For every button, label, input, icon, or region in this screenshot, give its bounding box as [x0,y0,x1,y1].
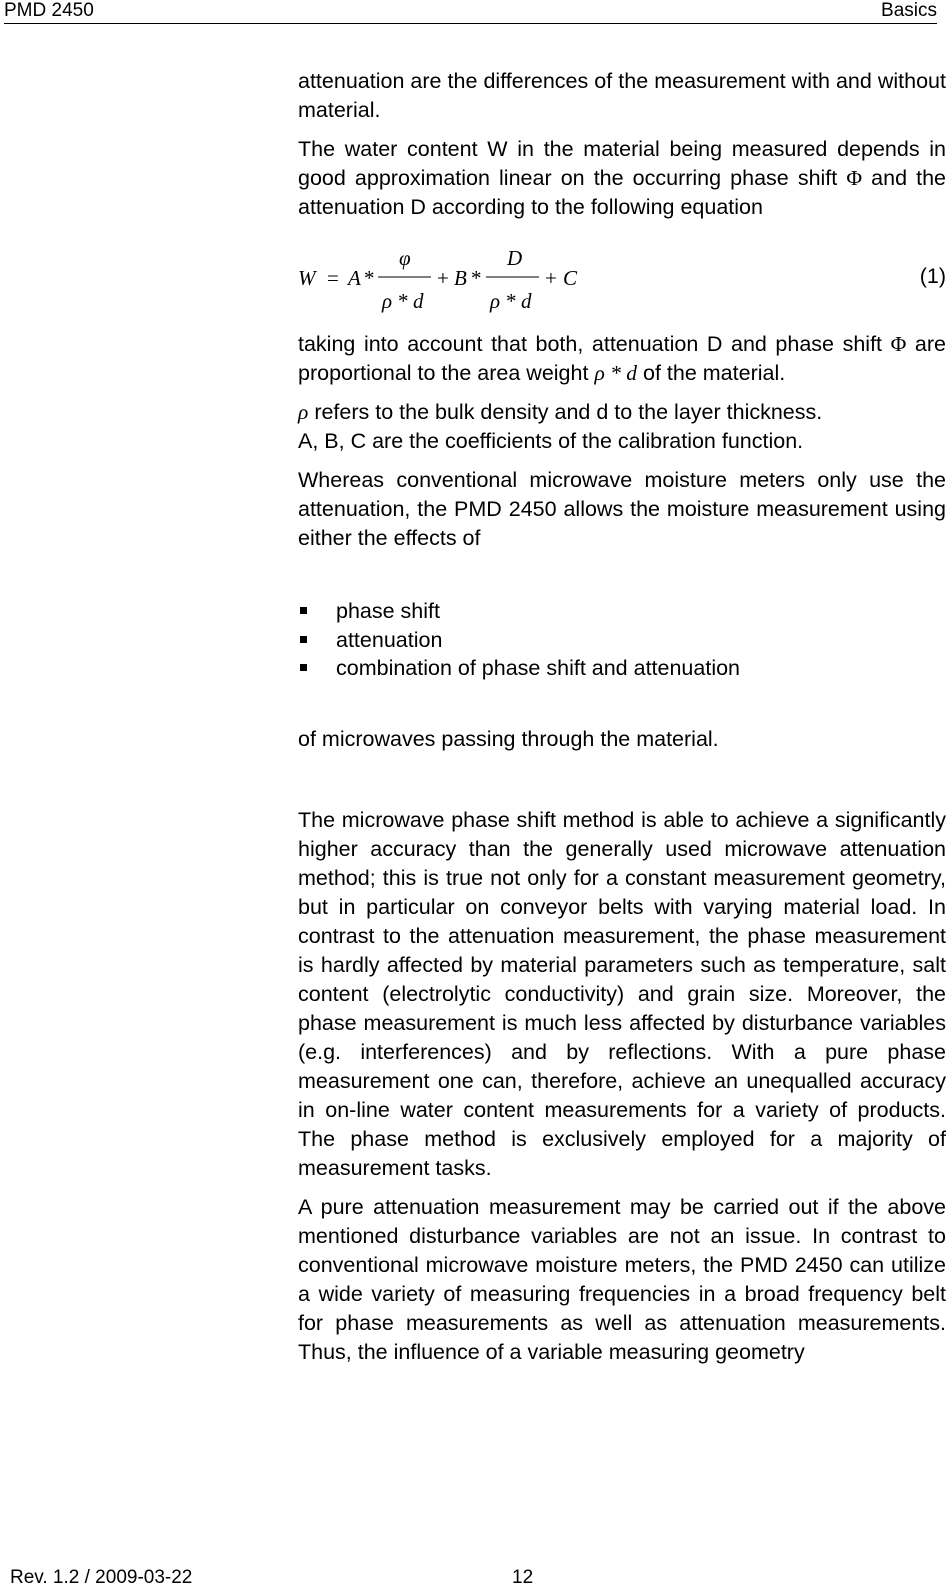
paragraph-attenuation-method: A pure attenuation measurement may be carried out if the above mentioned disturbance variables are not an issue. In contrast to conventional microwave moisture meters, the PMD 2450 can utilize a wide variety of measuring frequencies in a broad frequency belt for phase measurements as well as attenuation measurements. Thus, the influence of a variable measuring geometry [298,1194,946,1364]
eq-d-1: d [413,289,424,313]
bullet-square-icon [300,664,307,671]
effects-list [298,597,946,683]
equation-number: (1) [919,264,946,288]
paragraph-attenuation-def: attenuation are the differences of the measurement with and without material. [298,69,946,122]
eq-coef-b: B [454,266,467,290]
paragraph-density-text: refers to the bulk density and d to the layer thickness. [314,400,823,424]
page-body [298,67,946,1377]
area-weight-symbol: ρ * d [594,361,638,385]
phi-symbol: Φ [846,166,863,190]
paragraph-water-content-text-b: and the attenuation D according to the following equation [298,166,947,219]
eq-coef-c: C [563,266,578,290]
eq-star-4: * [506,289,517,313]
eq-lhs: W [298,266,316,290]
paragraph-conventional-meters: Whereas conventional microwave moisture meters only use the attenuation, the PMD 2450 allows the moisture measurement using either the effects of [298,468,946,550]
eq-plus-1: + [437,266,449,290]
eq-rho-2: ρ [490,289,501,313]
eq-d-2: d [521,289,532,313]
list-item-text: combination of phase shift and attenuation [336,656,741,680]
paragraph-area-weight-text-c: of the material. [643,361,786,385]
eq-phi: φ [399,246,411,270]
eq-star-2: * [398,289,409,313]
header-doc-title: PMD 2450 [4,0,94,21]
list-item [298,626,946,655]
list-item-text: phase shift [336,599,440,623]
eq-star-1: * [364,266,375,290]
paragraph-area-weight [298,330,946,388]
paragraph-phase-method: The microwave phase shift method is able to achieve a significantly higher accuracy than the generally used microwave attenuation method; this is true not only for a constant measurement geometry, but in particular on conveyor belts with varying material load. In contrast to the attenuation measurement, the phase measurement is hardly affected by material parameters such as temperature, salt content (electrolytic conductivity) and grain size. Moreover, the phase measurement is much less affected by disturbance variables (e.g. interferences) and by reflections. With a pure phase measurement one can, therefore, achieve an unequalled accuracy in on-line water content measurements for a variety of products. The phase method is exclusively employed for a majority of measurement tasks. [298,807,946,1180]
list-item [298,654,946,683]
paragraph-area-weight-text-a: taking into account that both, attenuation D and phase shift [298,332,883,356]
eq-coef-a: A [348,266,361,290]
equation-1 [298,232,946,322]
footer-page-number: 12 [512,1567,534,1588]
eq-star-3: * [471,266,482,290]
list-item [298,597,946,626]
eq-attenuation-d: D [507,246,523,270]
rho-symbol: ρ [298,400,309,424]
paragraph-water-content-text-a: The water content W in the material being measured depends in good approximation linear on the occurring phase shift [298,137,946,190]
paragraph-coefficients: A, B, C are the coefficients of the calibration function. [298,429,804,453]
bullet-square-icon [300,607,307,614]
paragraph-density [298,398,946,427]
equation-formula [298,232,598,322]
paragraph-microwaves: of microwaves passing through the material. [298,726,719,751]
paragraph-water-content [298,135,946,222]
eq-rho-1: ρ [382,289,393,313]
footer-revision: Rev. 1.2 / 2009-03-22 [10,1567,193,1588]
bullet-square-icon [300,636,307,643]
eq-equals: = [327,266,339,290]
paragraph-area-weight-text-b: are proportional to the area weight [298,332,946,385]
phi-symbol-2: Φ [890,332,907,356]
header-rule [4,23,937,24]
header-section-title: Basics [881,0,937,21]
list-item-text: attenuation [336,627,443,652]
eq-plus-2: + [545,266,557,290]
